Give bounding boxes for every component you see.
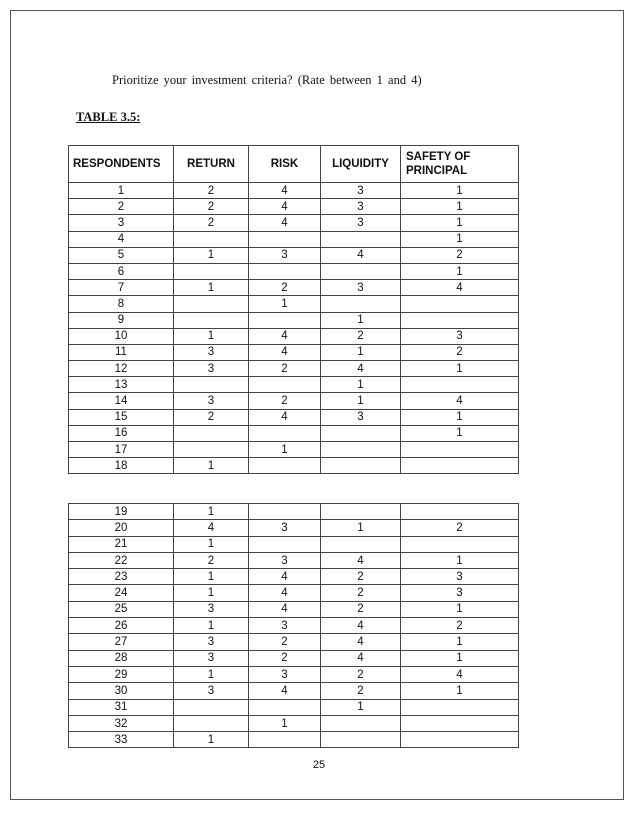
cell-respondent: 21 [69, 536, 174, 552]
cell-risk [249, 536, 321, 552]
cell-safety [401, 504, 519, 520]
cell-safety: 1 [401, 650, 519, 666]
cell-safety: 1 [401, 552, 519, 568]
header-row [69, 146, 519, 183]
cell-risk: 2 [249, 280, 321, 296]
cell-safety: 1 [401, 263, 519, 279]
cell-respondent: 11 [69, 344, 174, 360]
cell-return [174, 377, 249, 393]
cell-return: 3 [174, 393, 249, 409]
cell-risk [249, 425, 321, 441]
cell-return: 1 [174, 458, 249, 474]
table-row [69, 409, 519, 425]
cell-risk [249, 504, 321, 520]
cell-return [174, 715, 249, 731]
cell-return: 3 [174, 634, 249, 650]
cell-return: 1 [174, 585, 249, 601]
cell-return: 3 [174, 344, 249, 360]
cell-return: 3 [174, 650, 249, 666]
table-row [69, 634, 519, 650]
cell-safety: 1 [401, 683, 519, 699]
header-safety-of-principal: SAFETY OF PRINCIPAL [401, 146, 519, 183]
cell-return [174, 425, 249, 441]
cell-safety [401, 536, 519, 552]
cell-risk: 2 [249, 634, 321, 650]
cell-risk: 3 [249, 666, 321, 682]
table-row [69, 699, 519, 715]
cell-safety: 2 [401, 520, 519, 536]
cell-safety [401, 312, 519, 328]
cell-risk: 1 [249, 296, 321, 312]
cell-safety: 1 [401, 199, 519, 215]
cell-safety: 4 [401, 666, 519, 682]
cell-safety: 4 [401, 280, 519, 296]
cell-risk: 4 [249, 409, 321, 425]
cell-respondent: 3 [69, 215, 174, 231]
cell-return: 3 [174, 361, 249, 377]
table-row [69, 247, 519, 263]
cell-liquidity: 3 [321, 199, 401, 215]
cell-respondent: 19 [69, 504, 174, 520]
cell-risk: 2 [249, 650, 321, 666]
cell-risk: 3 [249, 618, 321, 634]
cell-liquidity: 3 [321, 183, 401, 199]
cell-safety: 3 [401, 585, 519, 601]
cell-safety: 2 [401, 247, 519, 263]
cell-respondent: 13 [69, 377, 174, 393]
cell-liquidity: 1 [321, 312, 401, 328]
cell-risk: 4 [249, 585, 321, 601]
cell-liquidity: 2 [321, 601, 401, 617]
cell-respondent: 22 [69, 552, 174, 568]
cell-liquidity: 2 [321, 683, 401, 699]
cell-risk: 2 [249, 393, 321, 409]
cell-risk [249, 732, 321, 748]
cell-respondent: 5 [69, 247, 174, 263]
cell-respondent: 26 [69, 618, 174, 634]
cell-liquidity: 4 [321, 361, 401, 377]
cell-risk: 4 [249, 569, 321, 585]
cell-safety: 3 [401, 328, 519, 344]
header-return: RETURN [174, 146, 249, 183]
header-risk: RISK [249, 146, 321, 183]
table-row [69, 442, 519, 458]
table-row [69, 312, 519, 328]
cell-safety [401, 732, 519, 748]
cell-risk [249, 458, 321, 474]
cell-risk: 4 [249, 215, 321, 231]
cell-return [174, 231, 249, 247]
cell-respondent: 8 [69, 296, 174, 312]
cell-liquidity: 3 [321, 280, 401, 296]
cell-respondent: 7 [69, 280, 174, 296]
cell-return: 3 [174, 601, 249, 617]
table-row [69, 458, 519, 474]
cell-return: 1 [174, 618, 249, 634]
cell-respondent: 29 [69, 666, 174, 682]
table-body [69, 504, 519, 748]
cell-risk: 4 [249, 601, 321, 617]
table-row [69, 344, 519, 360]
table-row [69, 361, 519, 377]
cell-risk [249, 377, 321, 393]
table-row [69, 552, 519, 568]
table-row [69, 666, 519, 682]
cell-safety [401, 715, 519, 731]
table-row [69, 280, 519, 296]
cell-liquidity: 4 [321, 552, 401, 568]
cell-risk [249, 263, 321, 279]
table-row [69, 650, 519, 666]
cell-respondent: 14 [69, 393, 174, 409]
cell-return [174, 312, 249, 328]
cell-risk: 3 [249, 247, 321, 263]
cell-return: 2 [174, 215, 249, 231]
cell-return: 4 [174, 520, 249, 536]
table-body [69, 183, 519, 474]
cell-safety [401, 699, 519, 715]
cell-safety: 1 [401, 409, 519, 425]
cell-respondent: 20 [69, 520, 174, 536]
cell-safety: 2 [401, 618, 519, 634]
cell-liquidity: 4 [321, 634, 401, 650]
cell-risk: 1 [249, 442, 321, 458]
cell-liquidity: 1 [321, 520, 401, 536]
cell-liquidity: 4 [321, 618, 401, 634]
cell-risk [249, 699, 321, 715]
cell-respondent: 24 [69, 585, 174, 601]
cell-return: 1 [174, 280, 249, 296]
table-row [69, 683, 519, 699]
cell-respondent: 32 [69, 715, 174, 731]
cell-risk: 4 [249, 199, 321, 215]
table-row [69, 199, 519, 215]
page-number: 25 [312, 759, 326, 771]
cell-risk: 4 [249, 183, 321, 199]
cell-return: 2 [174, 552, 249, 568]
cell-return [174, 699, 249, 715]
cell-liquidity: 1 [321, 344, 401, 360]
cell-respondent: 4 [69, 231, 174, 247]
cell-return: 2 [174, 199, 249, 215]
cell-respondent: 1 [69, 183, 174, 199]
cell-respondent: 10 [69, 328, 174, 344]
cell-liquidity: 2 [321, 328, 401, 344]
table-row [69, 520, 519, 536]
cell-return: 1 [174, 536, 249, 552]
cell-liquidity: 4 [321, 247, 401, 263]
cell-liquidity: 2 [321, 585, 401, 601]
table-row [69, 715, 519, 731]
cell-return: 1 [174, 247, 249, 263]
cell-safety [401, 296, 519, 312]
table-row [69, 569, 519, 585]
cell-respondent: 30 [69, 683, 174, 699]
cell-liquidity [321, 504, 401, 520]
cell-respondent: 28 [69, 650, 174, 666]
table-row [69, 296, 519, 312]
cell-return [174, 442, 249, 458]
cell-return: 2 [174, 409, 249, 425]
cell-safety: 1 [401, 601, 519, 617]
cell-return: 1 [174, 504, 249, 520]
cell-risk: 2 [249, 361, 321, 377]
cell-return: 1 [174, 666, 249, 682]
cell-safety: 1 [401, 215, 519, 231]
table-row [69, 231, 519, 247]
table-row [69, 732, 519, 748]
cell-return: 1 [174, 569, 249, 585]
cell-risk [249, 231, 321, 247]
cell-liquidity: 1 [321, 699, 401, 715]
cell-risk: 4 [249, 344, 321, 360]
cell-return: 2 [174, 183, 249, 199]
cell-return [174, 296, 249, 312]
cell-risk: 3 [249, 520, 321, 536]
header-liquidity: LIQUIDITY [321, 146, 401, 183]
cell-respondent: 17 [69, 442, 174, 458]
header-respondents: RESPONDENTS [69, 146, 174, 183]
cell-safety: 1 [401, 425, 519, 441]
cell-liquidity [321, 536, 401, 552]
cell-liquidity: 3 [321, 215, 401, 231]
table-row [69, 183, 519, 199]
ratings-table-part-2 [68, 503, 519, 748]
cell-safety: 1 [401, 634, 519, 650]
cell-respondent: 23 [69, 569, 174, 585]
table-row [69, 618, 519, 634]
table-row [69, 328, 519, 344]
cell-safety: 2 [401, 344, 519, 360]
cell-liquidity [321, 458, 401, 474]
cell-respondent: 27 [69, 634, 174, 650]
cell-risk [249, 312, 321, 328]
cell-risk: 4 [249, 683, 321, 699]
cell-safety: 4 [401, 393, 519, 409]
cell-liquidity [321, 231, 401, 247]
cell-liquidity: 1 [321, 393, 401, 409]
cell-return [174, 263, 249, 279]
cell-respondent: 33 [69, 732, 174, 748]
cell-safety: 1 [401, 231, 519, 247]
cell-return: 3 [174, 683, 249, 699]
cell-safety [401, 377, 519, 393]
cell-safety [401, 442, 519, 458]
table-caption: TABLE 3.5: [76, 110, 141, 124]
cell-respondent: 6 [69, 263, 174, 279]
cell-liquidity: 1 [321, 377, 401, 393]
cell-liquidity: 2 [321, 666, 401, 682]
cell-respondent: 31 [69, 699, 174, 715]
table-row [69, 536, 519, 552]
cell-respondent: 15 [69, 409, 174, 425]
cell-liquidity: 2 [321, 569, 401, 585]
cell-respondent: 12 [69, 361, 174, 377]
cell-liquidity: 3 [321, 409, 401, 425]
cell-risk: 4 [249, 328, 321, 344]
cell-safety [401, 458, 519, 474]
cell-respondent: 9 [69, 312, 174, 328]
cell-liquidity [321, 263, 401, 279]
table-row [69, 585, 519, 601]
cell-respondent: 16 [69, 425, 174, 441]
cell-return: 1 [174, 732, 249, 748]
table-row [69, 377, 519, 393]
survey-question: Prioritize your investment criteria? (Rate between 1 and 4) [112, 73, 422, 87]
cell-risk: 3 [249, 552, 321, 568]
cell-safety: 1 [401, 361, 519, 377]
cell-return: 1 [174, 328, 249, 344]
cell-liquidity [321, 296, 401, 312]
cell-respondent: 25 [69, 601, 174, 617]
ratings-table-part-1 [68, 145, 519, 474]
cell-liquidity: 4 [321, 650, 401, 666]
cell-liquidity [321, 442, 401, 458]
table-row [69, 215, 519, 231]
table-row [69, 425, 519, 441]
cell-risk: 1 [249, 715, 321, 731]
cell-safety: 3 [401, 569, 519, 585]
table-row [69, 263, 519, 279]
table-row [69, 601, 519, 617]
cell-safety: 1 [401, 183, 519, 199]
cell-liquidity [321, 715, 401, 731]
cell-liquidity [321, 425, 401, 441]
cell-respondent: 2 [69, 199, 174, 215]
cell-liquidity [321, 732, 401, 748]
table-row [69, 393, 519, 409]
table-row [69, 504, 519, 520]
cell-respondent: 18 [69, 458, 174, 474]
